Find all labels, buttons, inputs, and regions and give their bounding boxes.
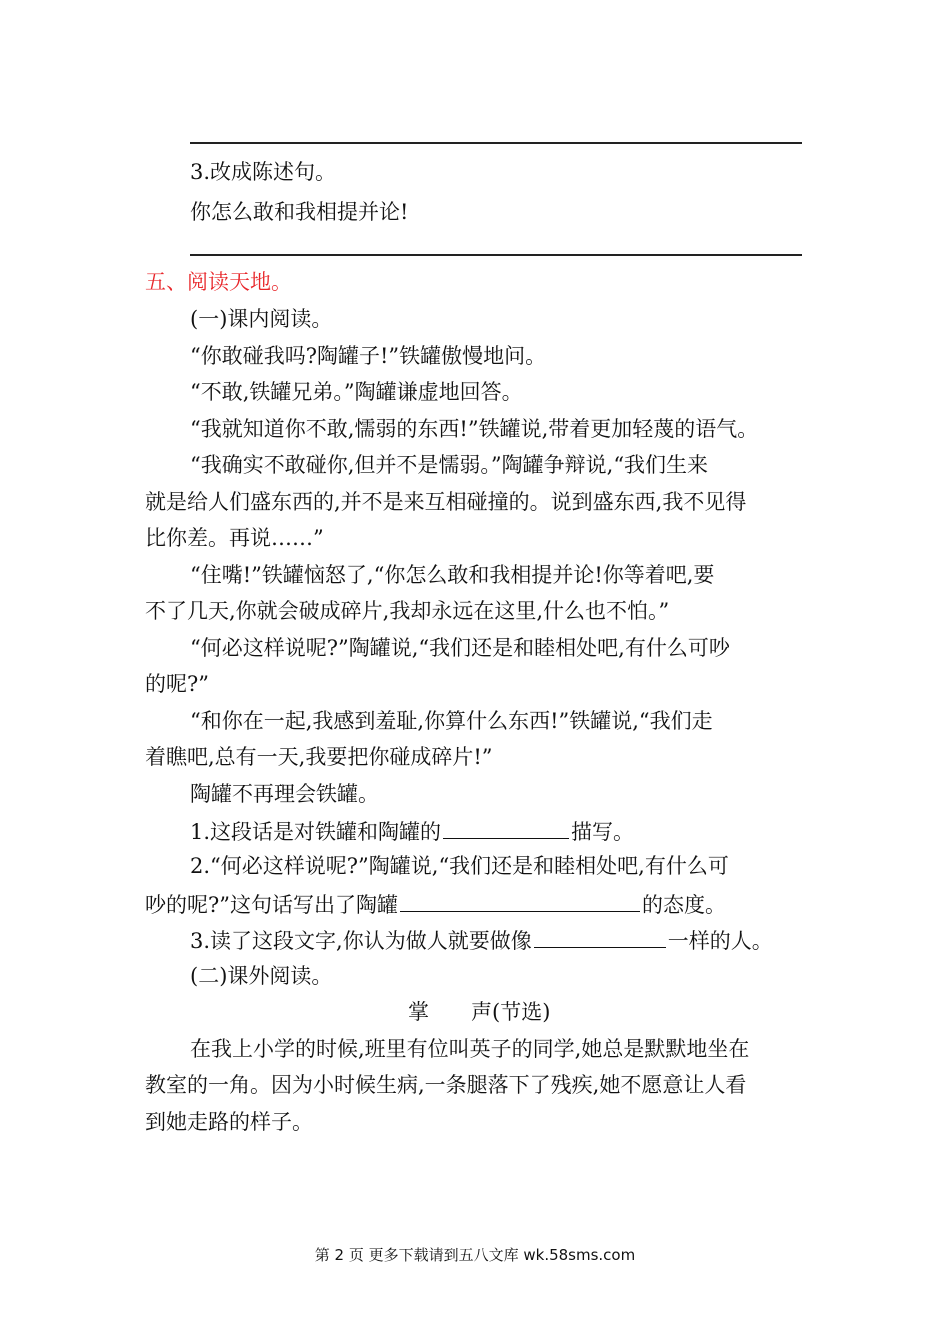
paragraph-7-line-2: 着瞧吧,总有一天,我要把你碰成碎片!” [145,745,493,769]
story-line-2: 教室的一角。因为小时候生病,一条腿落下了残疾,她不愿意让人看 [145,1073,747,1097]
question-2-line-2 [145,889,726,919]
story-line-3: 到她走路的样子。 [145,1110,313,1134]
paragraph-6-line-1: “何必这样说呢?”陶罐说,“我们还是和睦相处吧,有什么可吵 [190,636,730,660]
question-3-tail: 一样的人。 [667,929,773,953]
paragraph-1: “你敢碰我吗?陶罐子!”铁罐傲慢地问。 [190,344,547,368]
paragraph-3: “我就知道你不敢,懦弱的东西!”铁罐说,带着更加轻蔑的语气。 [190,417,759,441]
paragraph-4-line-1: “我确实不敢碰你,但并不是懦弱。”陶罐争辩说,“我们生来 [190,453,709,477]
section-heading: 五、阅读天地。 [145,270,292,294]
part2-label: (二)课外阅读。 [190,964,333,988]
paragraph-4-line-2: 就是给人们盛东西的,并不是来互相碰撞的。说到盛东西,我不见得 [145,490,747,514]
paragraph-7-line-1: “和你在一起,我感到羞耻,你算什么东西!”铁罐说,“我们走 [190,709,713,733]
paragraph-6-line-2: 的呢?” [145,672,209,696]
story-line-1: 在我上小学的时候,班里有位叫英子的同学,她总是默默地坐在 [190,1037,750,1061]
question-2-tail: 的态度。 [642,893,726,917]
question-3-blank[interactable] [534,925,666,948]
question-1-blank[interactable] [443,816,569,839]
answer-line-1 [190,142,802,144]
question-1-tail: 描写。 [571,820,635,844]
question-3-label: 3.改成陈述句。 [190,160,337,184]
question-2-blank[interactable] [400,889,640,912]
page-footer: 第 2 页 更多下载请到五八文库 wk.58sms.com [314,1246,636,1264]
question-3-sentence: 你怎么敢和我相提并论! [190,200,409,224]
part1-label: (一)课内阅读。 [190,307,333,331]
answer-line-2 [190,254,802,256]
paragraph-5-line-2: 不了几天,你就会破成碎片,我却永远在这里,什么也不怕。” [145,599,670,623]
question-2-text: 吵的呢?”这句话写出了陶罐 [145,893,398,917]
paragraph-2: “不敢,铁罐兄弟。”陶罐谦虚地回答。 [190,380,523,404]
question-3 [190,925,773,955]
paragraph-4-line-3: 比你差。再说……” [145,526,324,550]
paragraph-8: 陶罐不再理会铁罐。 [190,782,379,806]
question-2-line-1: 2.“何必这样说呢?”陶罐说,“我们还是和睦相处吧,有什么可 [190,854,729,878]
question-1-text: 1.这段话是对铁罐和陶罐的 [190,820,442,844]
question-1 [190,816,634,846]
paragraph-5-line-1: “住嘴!”铁罐恼怒了,“你怎么敢和我相提并论!你等着吧,要 [190,563,715,587]
question-3-text: 3.读了这段文字,你认为做人就要做像 [190,929,532,953]
story-title: 掌 声(节选) [408,1000,551,1024]
